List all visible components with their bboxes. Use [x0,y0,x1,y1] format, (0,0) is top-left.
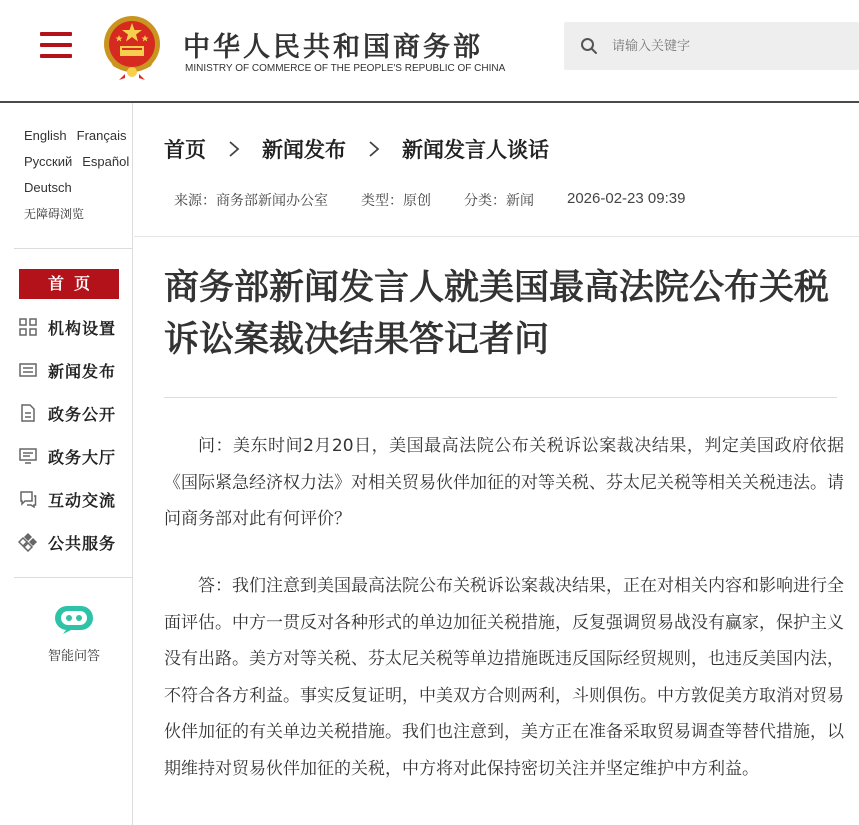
sidebar-item-label: 机构设置 [48,318,117,338]
breadcrumb-news[interactable]: 新闻发布 [262,138,346,162]
sidebar-home-button[interactable]: 首页 [19,269,119,299]
org-grid-icon [18,317,38,337]
sidebar-item-public-affairs[interactable] [18,398,116,428]
lang-russian-link[interactable]: Русский [24,154,73,169]
article-title: 商务部新闻发言人就美国最高法院公布关税诉讼案裁决结果答记者问 [164,268,830,360]
sidebar-item-label: 互动交流 [48,490,117,510]
sidebar-item-service-hall[interactable] [18,441,116,471]
chevron-right-icon [228,140,240,158]
meta-source: 来源：商务部新闻办公室 [174,193,328,209]
language-switcher [14,123,134,227]
breadcrumb-home[interactable]: 首页 [164,138,206,162]
breadcrumb [164,134,549,164]
article-answer-paragraph: 答：我们注意到美国最高法院公布关税诉讼案裁决结果，正在对相关内容和影响进行全面评估。中方一贯反对各种形式的单边加征关税措施，反复强调贸易战没有赢家，保护主义没有出路。美方对等关税、芬太尼关税等单边措施既违反国际经贸规则，也违反美国内法，不符合各方利益。事实反复证明，中美双方合则两利，斗则俱伤。中方敦促美方取消对贸易伙伴加征的有关单边关税措施。我们也注意到，美方正在准备采取贸易调查等替代措施，以期维持对贸易伙伴加征的关税，中方将对此保持密切关注并坚定维护中方利益。 [164,576,844,779]
sidebar-item-interaction[interactable] [18,484,116,514]
national-emblem-logo[interactable] [101,14,163,80]
sidebar-item-label: 公共服务 [48,533,117,553]
service-diamond-icon [18,532,38,552]
sidebar-item-news[interactable] [18,355,116,385]
breadcrumb-spokesperson[interactable]: 新闻发言人谈话 [402,138,549,162]
sidebar-divider [14,248,133,249]
sidebar-item-organization[interactable] [18,312,116,342]
chevron-right-icon [368,140,380,158]
sidebar-item-public-service[interactable] [18,527,116,557]
chat-bubble-icon [18,489,38,509]
search-icon[interactable] [580,37,598,55]
article-meta [174,190,685,210]
meta-divider [134,236,859,237]
left-sidebar [0,103,133,825]
meta-type: 类型：原创 [361,193,431,209]
search-box [564,22,859,70]
site-title: 中华人民共和国商务部 [183,32,483,63]
robot-chat-icon [52,603,96,635]
hall-screen-icon [18,446,38,466]
lang-french-link[interactable]: Français [76,128,127,143]
title-divider [164,397,837,398]
search-input[interactable] [612,36,842,56]
sidebar-item-label: 政务大厅 [48,447,117,467]
sidebar-item-label: 新闻发布 [48,361,117,381]
article-question-paragraph: 问：美东时间2月20日，美国最高法院公布关税诉讼案裁决结果，判定美国政府依据《国际紧急经济权力法》对相关贸易伙伴加征的对等关税、芬太尼关税等相关关税违法。请问商务部对此有何评价？ [164,436,844,529]
lang-english-link[interactable]: English [24,128,67,143]
lang-spanish-link[interactable]: Español [82,154,130,169]
sidebar-divider [14,577,133,578]
ai-assistant-button[interactable] [44,603,104,664]
meta-datetime: 2026-02-23 09:39 [567,190,686,207]
accessibility-link[interactable]: 无障碍浏览 [24,207,85,221]
document-icon [18,403,38,423]
meta-category: 分类：新闻 [464,193,534,209]
ai-assistant-label: 智能问答 [47,649,100,664]
sidebar-item-label: 政务公开 [48,404,117,424]
site-header [0,0,859,103]
news-list-icon [18,360,38,380]
hamburger-menu-icon[interactable] [40,32,72,58]
lang-german-link[interactable]: Deutsch [24,180,72,195]
site-subtitle: MINISTRY OF COMMERCE OF THE PEOPLE'S REPUBLIC OF CHINA [185,63,506,74]
